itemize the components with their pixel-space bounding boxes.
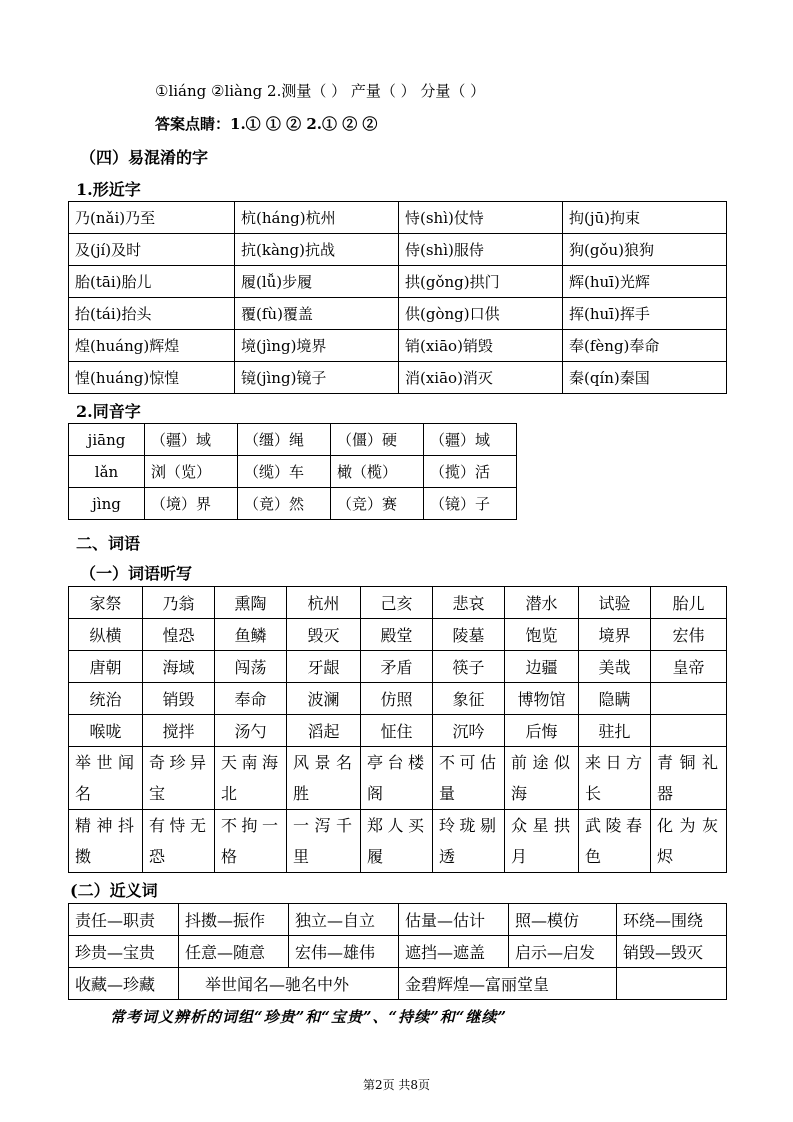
subsection-title-synonyms: (二）近义词 — [70, 881, 158, 900]
similar-char-cell: 消(xiāo)消灭 — [399, 362, 563, 394]
synonym-cell: 遮挡—遮盖 — [399, 936, 509, 968]
table-row — [69, 202, 727, 234]
idiom-cell: 天南海北 — [215, 747, 287, 810]
word-cell: 唐朝 — [69, 651, 143, 683]
similar-char-cell: 辉(huī)光辉 — [563, 266, 727, 298]
word-cell: 怔住 — [361, 715, 433, 747]
synonym-cell — [617, 968, 727, 1000]
homophone-cell: （竟）然 — [238, 488, 331, 520]
similar-char-cell: 秦(qín)秦国 — [563, 362, 727, 394]
idiom-cell: 武陵春色 — [579, 810, 651, 873]
similar-char-cell: 及(jí)及时 — [69, 234, 235, 266]
synonym-cell: 独立—自立 — [289, 904, 399, 936]
similar-char-cell: 抗(kàng)抗战 — [235, 234, 399, 266]
idiom-cell: 化为灰烬 — [651, 810, 727, 873]
similar-char-cell: 拘(jū)拘束 — [563, 202, 727, 234]
word-cell: 奉命 — [215, 683, 287, 715]
idiom-cell: 风景名胜 — [287, 747, 361, 810]
section-title-confusable-chars: （四）易混淆的字 — [80, 148, 209, 167]
synonym-cell: 收藏—珍藏 — [69, 968, 179, 1000]
table-row — [69, 715, 727, 747]
word-cell: 筷子 — [433, 651, 505, 683]
word-cell: 己亥 — [361, 587, 433, 619]
word-cell: 矛盾 — [361, 651, 433, 683]
word-cell: 胎儿 — [651, 587, 727, 619]
word-cell: 后悔 — [505, 715, 579, 747]
homophone-cell: 浏（览） — [145, 456, 238, 488]
table-row — [69, 651, 727, 683]
subsection-title-similar-shape: 1.形近字 — [76, 180, 141, 199]
homophone-cell: （镜）子 — [424, 488, 517, 520]
homophone-table — [68, 423, 517, 520]
subsection-title-homophones: 2.同音字 — [76, 402, 141, 421]
word-cell: 乃翁 — [143, 587, 215, 619]
similar-char-cell: 侍(shì)服侍 — [399, 234, 563, 266]
word-cell: 牙龈 — [287, 651, 361, 683]
idiom-cell: 奇珍异宝 — [143, 747, 215, 810]
homophone-cell: （境）界 — [145, 488, 238, 520]
idiom-cell: 一泻千里 — [287, 810, 361, 873]
word-cell: 美哉 — [579, 651, 651, 683]
word-cell — [651, 683, 727, 715]
idiom-cell: 不可估量 — [433, 747, 505, 810]
word-cell: 波澜 — [287, 683, 361, 715]
word-cell: 熏陶 — [215, 587, 287, 619]
idiom-cell: 来日方长 — [579, 747, 651, 810]
similar-char-cell: 境(jìng)境界 — [235, 330, 399, 362]
word-cell: 驻扎 — [579, 715, 651, 747]
answer-key-line: 答案点睛：1.① ① ② 2.① ② ② — [155, 115, 378, 133]
word-cell: 象征 — [433, 683, 505, 715]
word-cell: 搅拌 — [143, 715, 215, 747]
synonym-cell: 环绕—围绕 — [617, 904, 727, 936]
similar-char-cell: 拱(gǒng)拱门 — [399, 266, 563, 298]
word-cell: 宏伟 — [651, 619, 727, 651]
table-row — [69, 424, 517, 456]
synonym-cell: 举世闻名—驰名中外 — [179, 968, 399, 1000]
similar-char-cell: 狗(gǒu)狼狗 — [563, 234, 727, 266]
word-cell: 汤勺 — [215, 715, 287, 747]
similar-char-cell: 履(lǚ)步履 — [235, 266, 399, 298]
word-cell: 闯荡 — [215, 651, 287, 683]
similar-char-cell: 镜(jìng)镜子 — [235, 362, 399, 394]
similar-char-cell: 恃(shì)仗恃 — [399, 202, 563, 234]
similar-char-cell: 煌(huáng)辉煌 — [69, 330, 235, 362]
synonym-cell: 责任—职责 — [69, 904, 179, 936]
word-cell: 惶恐 — [143, 619, 215, 651]
homophone-pinyin-cell: jiāng — [69, 424, 145, 456]
word-cell: 饱览 — [505, 619, 579, 651]
table-row — [69, 488, 517, 520]
similar-char-cell: 销(xiāo)销毁 — [399, 330, 563, 362]
table-row — [69, 683, 727, 715]
word-cell: 沉吟 — [433, 715, 505, 747]
table-row — [69, 936, 727, 968]
page-footer: 第2页 共8页 — [362, 1078, 431, 1092]
word-cell: 皇帝 — [651, 651, 727, 683]
homophone-cell: （缆）车 — [238, 456, 331, 488]
idiom-cell: 不拘一格 — [215, 810, 287, 873]
word-cell: 销毁 — [143, 683, 215, 715]
word-dictation-table — [68, 586, 727, 873]
idiom-cell: 有恃无恐 — [143, 810, 215, 873]
word-cell: 试验 — [579, 587, 651, 619]
idiom-cell: 举世闻名 — [69, 747, 143, 810]
synonym-cell: 照—模仿 — [509, 904, 617, 936]
table-row — [69, 362, 727, 394]
similar-char-cell: 挥(huī)挥手 — [563, 298, 727, 330]
note-common-word-pairs: 常考词义辨析的词组“珍贵”和“宝贵”、“持续”和“继续” — [110, 1008, 508, 1026]
idiom-cell: 玲珑剔透 — [433, 810, 505, 873]
word-cell: 杭州 — [287, 587, 361, 619]
word-cell: 殿堂 — [361, 619, 433, 651]
synonym-table — [68, 903, 727, 1000]
idiom-cell: 亭台楼阁 — [361, 747, 433, 810]
synonym-cell: 启示—启发 — [509, 936, 617, 968]
word-cell: 博物馆 — [505, 683, 579, 715]
word-cell: 海域 — [143, 651, 215, 683]
table-row — [69, 234, 727, 266]
table-row — [69, 330, 727, 362]
similar-char-cell: 奉(fèng)奉命 — [563, 330, 727, 362]
word-cell: 毁灭 — [287, 619, 361, 651]
word-cell: 悲哀 — [433, 587, 505, 619]
synonym-cell: 宏伟—雄伟 — [289, 936, 399, 968]
word-cell: 隐瞒 — [579, 683, 651, 715]
word-cell: 鱼鳞 — [215, 619, 287, 651]
homophone-cell: （揽）活 — [424, 456, 517, 488]
word-cell: 陵墓 — [433, 619, 505, 651]
word-cell: 潜水 — [505, 587, 579, 619]
homophone-pinyin-cell: jìng — [69, 488, 145, 520]
word-cell: 家祭 — [69, 587, 143, 619]
homophone-cell: （疆）域 — [424, 424, 517, 456]
idiom-cell: 前途似海 — [505, 747, 579, 810]
table-row — [69, 587, 727, 619]
similar-char-cell: 乃(nǎi)乃至 — [69, 202, 235, 234]
synonym-cell: 估量—估计 — [399, 904, 509, 936]
answer-line-pinyin: ①liáng ②liàng 2.测量（ ） 产量（ ） 分量（ ） — [155, 82, 486, 100]
word-cell: 统治 — [69, 683, 143, 715]
synonym-cell: 金碧辉煌—富丽堂皇 — [399, 968, 617, 1000]
synonym-cell: 销毁—毁灭 — [617, 936, 727, 968]
table-row — [69, 619, 727, 651]
table-row — [69, 747, 727, 810]
homophone-cell: （僵）硬 — [331, 424, 424, 456]
table-row — [69, 968, 727, 1000]
table-row — [69, 456, 517, 488]
word-cell — [651, 715, 727, 747]
idiom-cell: 青铜礼器 — [651, 747, 727, 810]
table-row — [69, 266, 727, 298]
homophone-cell: 橄（榄） — [331, 456, 424, 488]
word-cell: 仿照 — [361, 683, 433, 715]
similar-char-cell: 杭(háng)杭州 — [235, 202, 399, 234]
table-row — [69, 810, 727, 873]
idiom-cell: 郑人买履 — [361, 810, 433, 873]
synonym-cell: 珍贵—宝贵 — [69, 936, 179, 968]
word-cell: 境界 — [579, 619, 651, 651]
homophone-cell: （疆）域 — [145, 424, 238, 456]
homophone-cell: （竞）赛 — [331, 488, 424, 520]
similar-char-cell: 胎(tāi)胎儿 — [69, 266, 235, 298]
table-row — [69, 298, 727, 330]
synonym-cell: 任意—随意 — [179, 936, 289, 968]
similar-char-cell: 覆(fù)覆盖 — [235, 298, 399, 330]
idiom-cell: 众星拱月 — [505, 810, 579, 873]
synonym-cell: 抖擞—振作 — [179, 904, 289, 936]
word-cell: 边疆 — [505, 651, 579, 683]
similar-char-cell: 惶(huáng)惊惶 — [69, 362, 235, 394]
similar-shape-table — [68, 201, 727, 394]
word-cell: 纵横 — [69, 619, 143, 651]
similar-char-cell: 抬(tái)抬头 — [69, 298, 235, 330]
idiom-cell: 精神抖擞 — [69, 810, 143, 873]
table-row — [69, 904, 727, 936]
homophone-pinyin-cell: lǎn — [69, 456, 145, 488]
similar-char-cell: 供(gòng)口供 — [399, 298, 563, 330]
section-title-words: 二、词语 — [76, 534, 141, 553]
subsection-title-dictation: （一）词语听写 — [80, 564, 193, 583]
word-cell: 滔起 — [287, 715, 361, 747]
word-cell: 喉咙 — [69, 715, 143, 747]
homophone-cell: （缰）绳 — [238, 424, 331, 456]
